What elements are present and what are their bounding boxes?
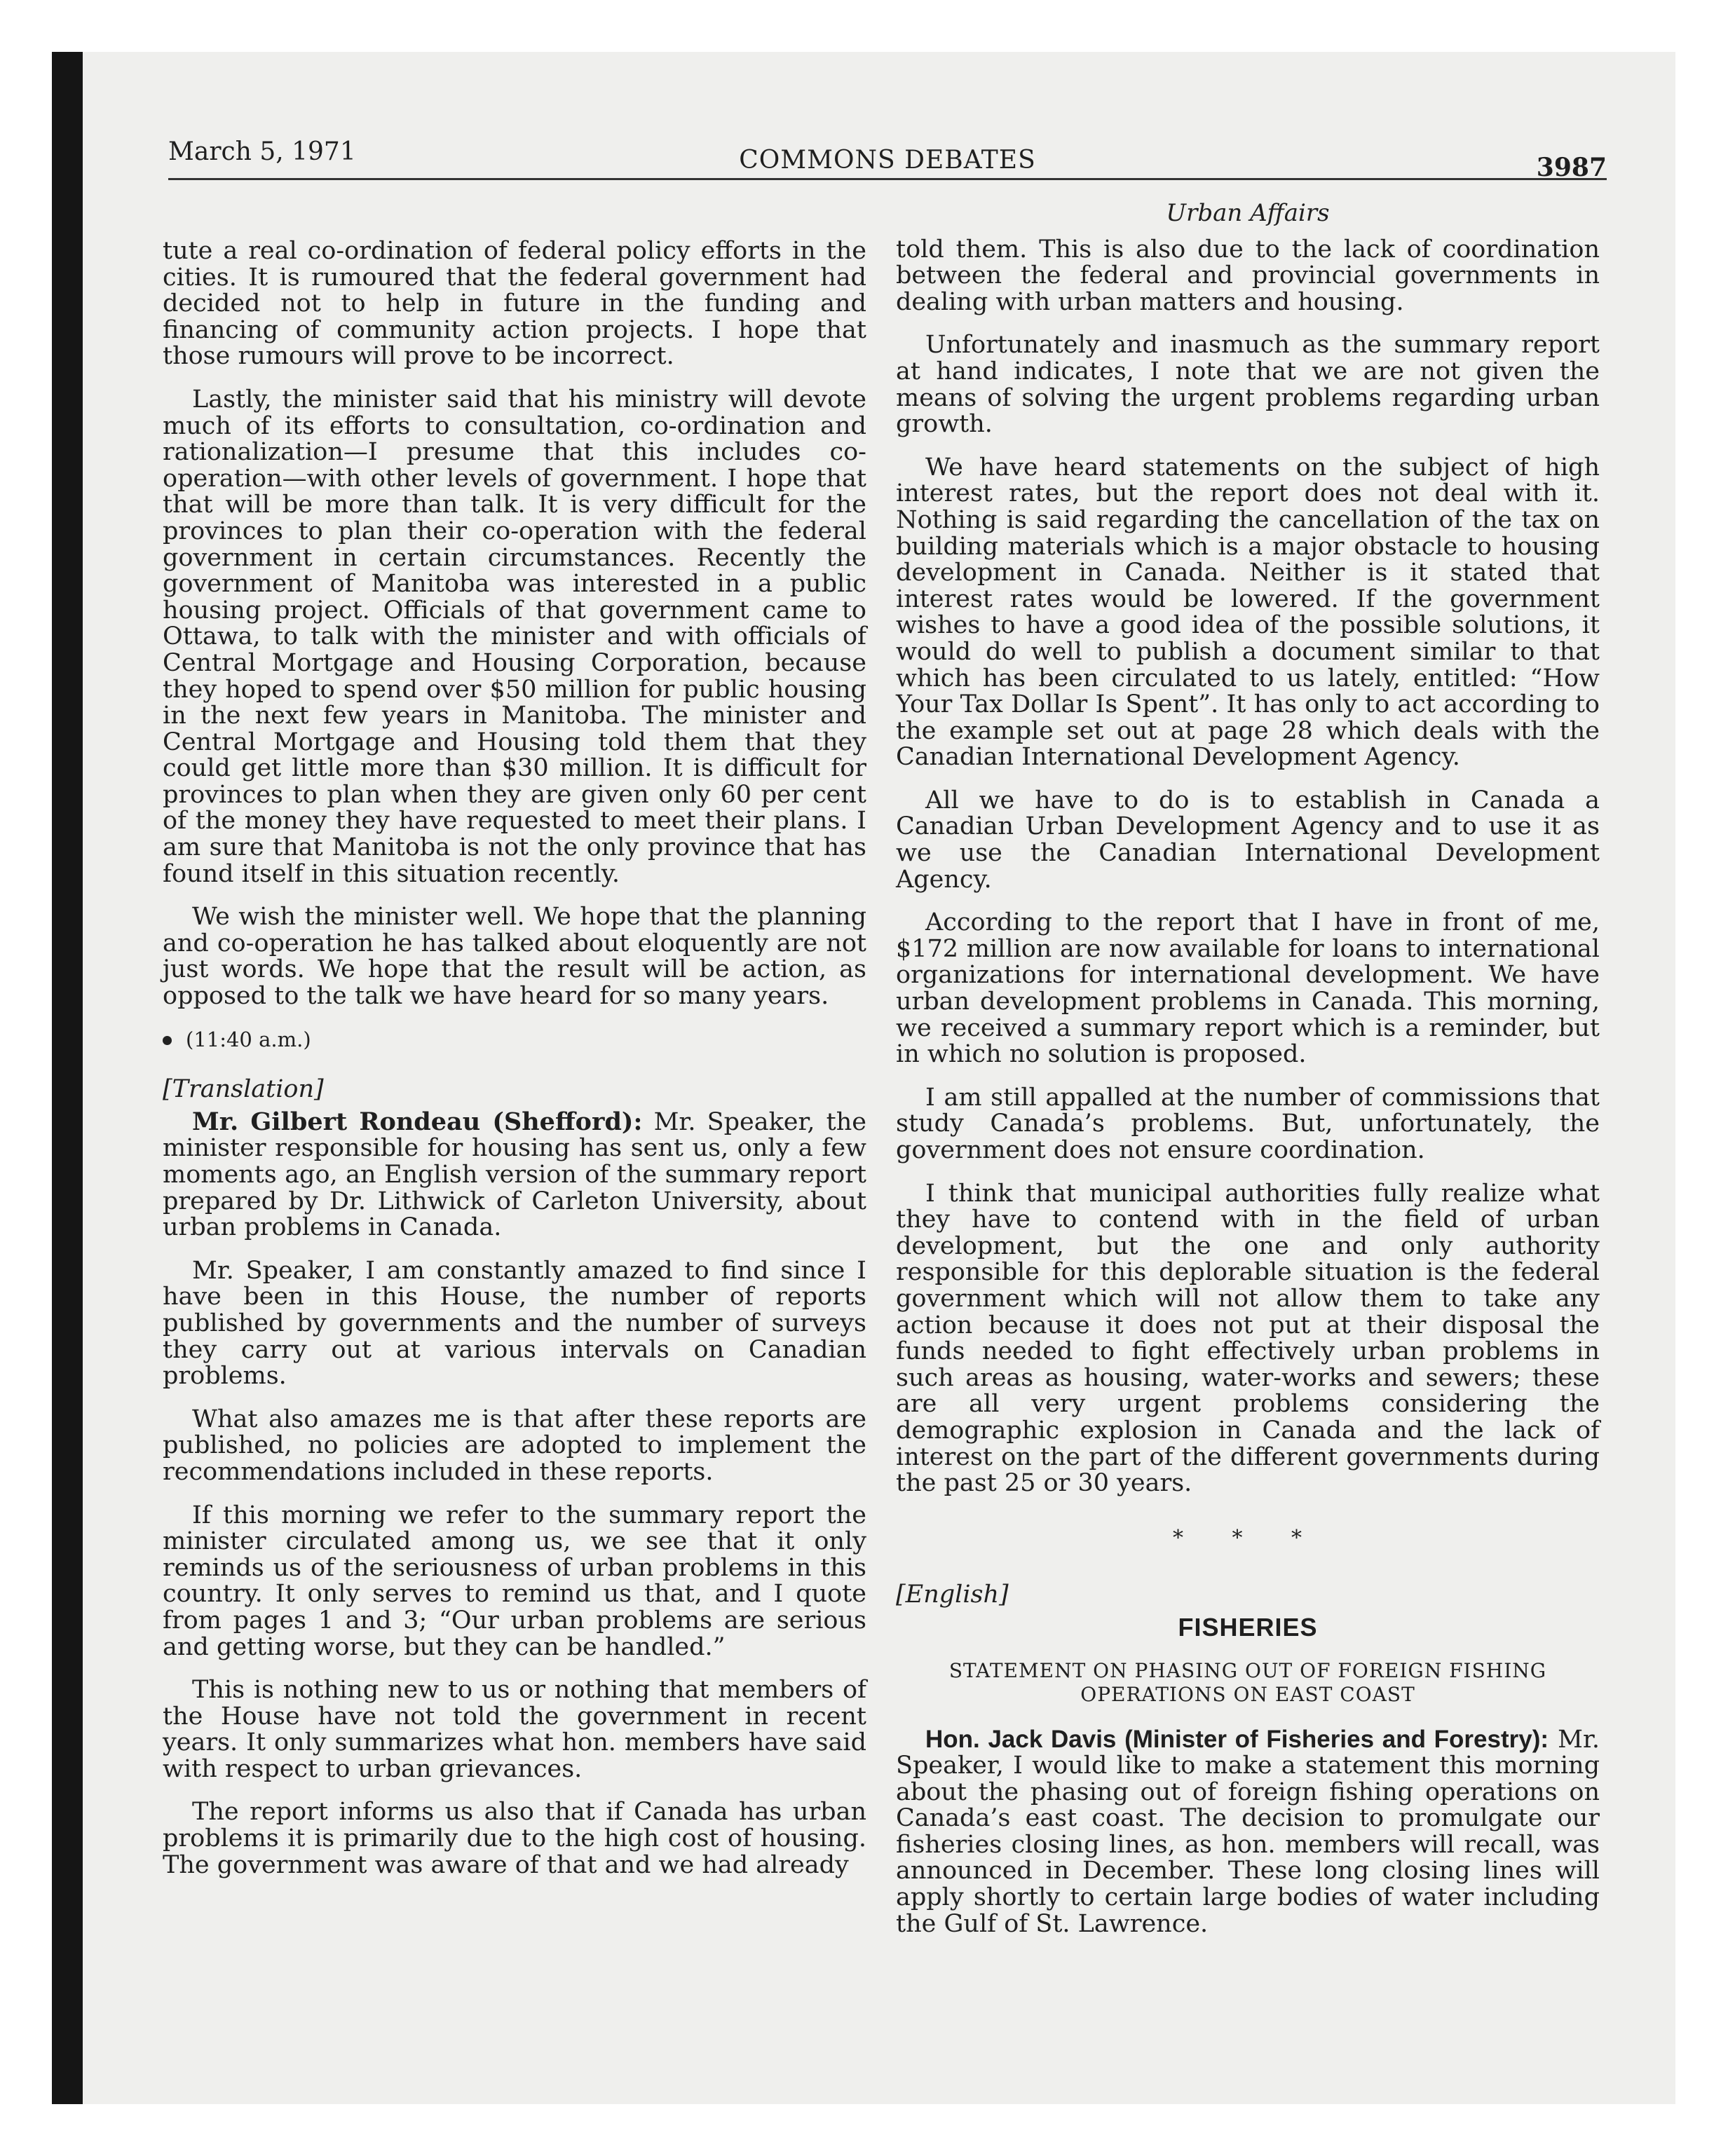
- speaker-name: Hon. Jack Davis (Minister of Fisheries and Forestry):: [925, 1725, 1549, 1753]
- speaker-paragraph: [896, 1726, 1600, 1938]
- section-separator: * * *: [1172, 1525, 1324, 1550]
- paragraph: I am still appalled at the number of commissions that study Canada’s problems. But, unfortunately, the government does not ensure coordination.: [896, 1083, 1600, 1164]
- section-subheading: [896, 1659, 1600, 1707]
- paragraph: Unfortunately and inasmuch as the summary report at hand indicates, I note that we are not given the means of solving the urgent problems regarding urban growth.: [896, 331, 1600, 439]
- bullet-icon: [163, 1036, 172, 1045]
- paragraph: If this morning we refer to the summary report the minister circulated among us, we see that it only reminds us of the seriousness of urban problems in this country. It only serves to remind us that, and I quote from pages 1 and 3; “Our urban problems are serious and getting worse, but they can be handled.”: [163, 1501, 866, 1661]
- english-marker: [English]: [896, 1581, 1009, 1609]
- timestamp-text: (11:40 a.m.): [186, 1027, 311, 1051]
- paragraph: This is nothing new to us or nothing that members of the House have not told the government in recent years. It only summarizes what hon. members have said with respect to urban grievances.: [163, 1676, 866, 1783]
- paragraph: Mr. Speaker, I am constantly amazed to find since I have been in this House, the number of reports published by governments and the number of surveys they carry out at various intervals on Canadian problems.: [163, 1256, 866, 1391]
- paragraph: told them. This is also due to the lack of coordination between the federal and provincial governments in dealing with urban matters and housing.: [896, 235, 1600, 316]
- section-title: Urban Affairs: [1166, 199, 1330, 227]
- header-date: March 5, 1971: [168, 137, 356, 166]
- translation-marker: [Translation]: [163, 1075, 324, 1104]
- right-column: [896, 200, 1600, 1954]
- subheading-line: STATEMENT ON PHASING OUT OF FOREIGN FISHING: [948, 1658, 1547, 1682]
- paragraph: We wish the minister well. We hope that the planning and co-operation he has talked about eloquently are not just words. We hope that the result will be action, as opposed to the talk we have heard for so many years.: [163, 903, 866, 1011]
- paragraph: All we have to do is to establish in Canada a Canadian Urban Development Agency and to use it as we use the Canadian International Development Agency.: [896, 786, 1600, 894]
- paragraph: tute a real co-ordination of federal policy efforts in the cities. It is rumoured that the federal government had decided not to help in future in the funding and financing of community action projects. I hope that those rumours will prove to be incorrect.: [163, 237, 866, 371]
- paragraph: What also amazes me is that after these reports are published, no policies are adopted to implement the recommendations included in these reports.: [163, 1405, 866, 1486]
- header-page-number: 3987: [1536, 153, 1607, 182]
- subheading-line: OPERATIONS ON EAST COAST: [1080, 1682, 1415, 1706]
- paragraph: I think that municipal authorities fully realize what they have to contend with in the field of urban development, but the one and only authority responsible for this deplorable situation is the federal government which will not allow them to take any action because it does not put at their disposal the funds needed to fight effectively urban problems in such areas as housing, water-works and sewers; these are all very urgent problems considering the demographic explosion in Canada and the lack of interest on the part of the different governments during the past 25 or 30 years.: [896, 1179, 1600, 1498]
- paragraph: Lastly, the minister said that his ministry will devote much of its efforts to consultation, co-ordination and rationalization—I presume that this includes co-operation—with other levels of government. I hope that that will be more than talk. It is very difficult for the provinces to plan their co-operation with the federal government in certain circumstances. Recently the government of Manitoba was interested in a public housing project. Officials of that government came to Ottawa, to talk with the minister and with officials of Central Mortgage and Housing Corporation, because they hoped to spend over $50 million for public housing in the next few years in Manitoba. The minister and Central Mortgage and Housing told them that they could get little more than $30 million. It is difficult for provinces to plan when they are given only 60 per cent of the money they have requested to meet their plans. I am sure that Manitoba is not the only province that has found itself in this situation recently.: [163, 385, 866, 888]
- running-header: [168, 137, 1607, 180]
- timestamp: [163, 1027, 866, 1053]
- paragraph: The report informs us also that if Canada has urban problems it is primarily due to the high cost of housing. The government was aware of that and we had already: [163, 1798, 866, 1879]
- scan-edge-shadow: [52, 52, 83, 2104]
- section-heading: FISHERIES: [1178, 1612, 1318, 1642]
- paragraph: According to the report that I have in front of me, $172 million are now available for loans to international organizations for international development. We have urban development problems in Canada. This morning, we received a summary report which is a reminder, but in which no solution is proposed.: [896, 908, 1600, 1069]
- paragraph: We have heard statements on the subject of high interest rates, but the report does not deal with it. Nothing is said regarding the cancellation of the tax on building materials which is a major obstacle to housing development in Canada. Neither is it stated that interest rates would be lowered. If the government wishes to have a good idea of the possible solutions, it would do well to publish a document similar to that which has been circulated to us lately, entitled: “How Your Tax Dollar Is Spent”. It has only to act according to the example set out at page 28 which deals with the Canadian International Development Agency.: [896, 453, 1600, 772]
- speaker-text: Mr. Speaker, the minister responsible for housing has sent us, only a few moments ago, an English version of the summary report prepared by Dr. Lithwick of Carleton University, about urban problems in Canada.: [163, 1107, 866, 1242]
- speaker-name: Mr. Gilbert Rondeau (Shefford):: [192, 1107, 643, 1136]
- speaker-text: Mr. Speaker, I would like to make a statement this morning about the phasing out of foreign fishing operations on Canada’s east coast. The decision to promulgate our fisheries closing lines, as hon. members will recall, was announced in December. These long closing lines will apply shortly to certain large bodies of water including the Gulf of St. Lawrence.: [896, 1725, 1600, 1938]
- header-publication: COMMONS DEBATES: [739, 146, 1036, 175]
- speaker-paragraph: [163, 1109, 866, 1241]
- left-column: [163, 238, 866, 1895]
